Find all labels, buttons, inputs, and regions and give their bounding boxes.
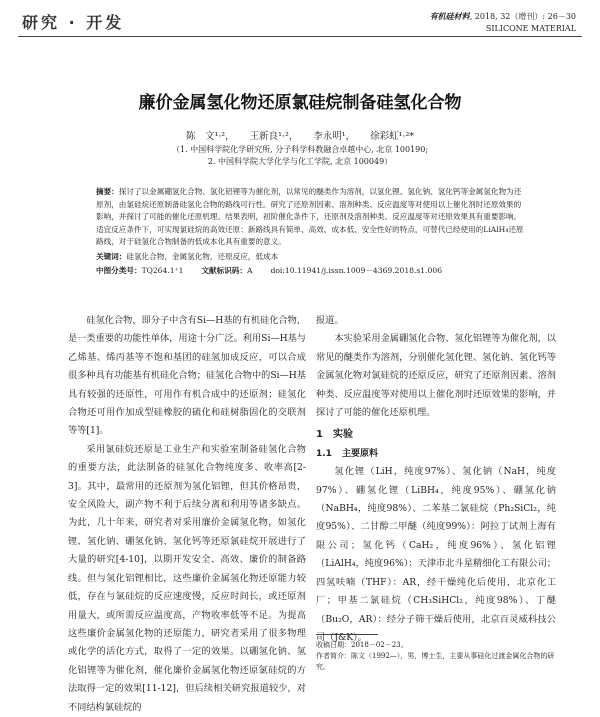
header-rule xyxy=(18,36,582,37)
clc-label: 中图分类号： xyxy=(96,266,142,275)
author: 徐彩虹¹·²* xyxy=(370,131,415,142)
footnote-rule xyxy=(316,634,378,635)
journal-meta: , 2018, 32（增刊）: 26－30 xyxy=(469,12,576,21)
doc-code-label: 文献标识码： xyxy=(201,266,247,275)
clc-code: TQ264.1⁺1 xyxy=(141,266,184,275)
author-bio: 作者简介：陈文（1992—），男，博士生，主要从事硅化过渡金属化合物的研究。 xyxy=(316,652,555,671)
affiliation-line: （1. 中国科学院化学研究所, 分子科学科教融合卓越中心, 北京 100190; xyxy=(171,145,429,154)
section-number: 1 xyxy=(316,429,323,441)
journal-english-name: SILICONE MATERIAL xyxy=(485,24,576,33)
author: 李永明¹， xyxy=(313,131,356,142)
affiliations xyxy=(0,144,600,168)
footnote xyxy=(316,640,556,673)
doc-code: A xyxy=(247,266,253,275)
author: 王新良¹·²， xyxy=(249,131,299,142)
section-heading xyxy=(316,426,556,444)
author-list xyxy=(0,128,600,142)
classification-line xyxy=(96,265,526,278)
body-paragraph-continued: 报道。 xyxy=(316,315,344,326)
abstract-block xyxy=(96,186,526,278)
keywords-text: 硅氢化合物，金属氢化物，还原反应，低成本 xyxy=(126,251,279,261)
section-title: 实验 xyxy=(332,429,353,441)
section-tag: 研究 · 开发 xyxy=(22,13,125,32)
subsection-number: 1.1 xyxy=(316,448,332,459)
body-paragraph: 硅氢化合物，即分子中含有Si—H基的有机硅化合物，是一类重要的功能性单体，用途十分广泛。利用Si—H基与乙烯基、烯丙基等不饱和基团的硅氢加成反应，可以合成很多种具有功能基有机硅化合物；硅氢化合物中的Si—H基具有较强的还原性，可用作有机合成中的还原剂；硅氢化合物还可用作加成型硅橡胶的硫化和硅树脂固化的交联剂等等[1]。 xyxy=(68,315,306,437)
received-date: 收稿日期：2018－02－23。 xyxy=(316,641,408,649)
affiliation-line: 2. 中国科学院大学化学与化工学院, 北京 100049） xyxy=(207,157,393,166)
author: 陈 文¹·²， xyxy=(185,131,235,142)
doi: doi:10.11941/j.issn.1009－4369.2018.s1.006 xyxy=(270,266,443,275)
subsection-heading xyxy=(316,445,556,463)
subsection-title: 主要原料 xyxy=(341,448,378,459)
abstract xyxy=(96,186,526,249)
body-paragraph: 本实验采用金属硼氢化合物、氢化铝锂等为催化剂，以常见的醚类作为溶剂，分别催化氢化锂、氢化钠、氢化钙等金属氢化物对氯硅烷的还原反应，研究了还原剂因素、溶剂种类、反应温度等对使用以上催化剂时还原效果的影响，并探讨了可能的催化还原机理。 xyxy=(316,333,556,419)
abstract-text: 探讨了以金属硼氢化合物、氢化铝锂等为催化剂，以常见的醚类作为溶剂，以氢化锂、氢化钠、氢化钙等金属氢化物为还原剂，由氯硅烷还原制备硅氢化合物的路线可行性。研究了还原剂因素、溶剂种类、反应温度等对使用以上催化剂时还原效果的影响，并探讨了可能的催化还原机理。结果表明，初阶催化条件下，还原剂及溶剂种类、反应温度等对还原效果具有重要影响。适宜反应条件下，可实现氯硅烷的高效还原；新路线具有简单、高效、成本低、安全性好的特点，可替代已经使用的LiAlH₄还原路线，对于硅氢化合物制备的低成本化具有重要的意义。 xyxy=(96,187,524,246)
body-paragraph: 氢化锂（LiH，纯度97%）、氢化钠（NaH，纯度97%）、硼氢化锂（LiBH₄，纯度95%）、硼氢化钠（NaBH₄，纯度98%）、二苯基二氯硅烷（Ph₂SiCl₂，纯度95%）、二甘醇二甲醚（纯度99%）：阿拉丁试剂上海有限公司；氢化钙（CaH₂，纯度96%）、氢化铝锂（LiAlH₄，纯度96%）：天津市北斗星精细化工有限公司；四氢呋喃（THF）：AR，经干燥纯化后使用，北京化工厂；甲基二氯硅烷（CH₃SiHCl₂，纯度98%）、丁醚（Bu₂O，AR）：经分子筛干燥后使用，北京百灵威科技公司（J&K）。 xyxy=(316,466,556,643)
left-column xyxy=(68,312,306,717)
body-paragraph: 采用氯硅烷还原是工业生产和实验室制备硅氢化合物的重要方法，此法制备的硅氢化合物纯度多、收率高[2-3]。其中，最常用的还原剂为氢化铝锂，但其价格昂贵，安全风险大，副产物不利于后续分离和利用等诸多缺点。为此，几十年来，研究者对采用廉价金属氢化物，如氢化锂、氢化钠、硼氢化钠、氢化钙等还原氯硅烷开展进行了大量的研究[4-10]，以期开发安全、高效、廉价的制备路线。但与氢化铝锂相比，这些廉价金属氢化物还原能力较低，存在与氯硅烷的反应速度慢，反应时间长，或还原剂用量大，或所需反应温度高，产物收率低等不足。为提高这些廉价金属氢化物的还原能力，研究者采用了很多物理或化学的活化方式，取得了一定的效果。以硼氢化钠、氢化铝锂等为催化剂，催化廉价金属氢化物还原氯硅烷的方法取得一定的效果[11-12]，但后续相关研究报道较少，对不同结构氯硅烷的 xyxy=(68,443,306,713)
page-header xyxy=(0,0,600,40)
keywords xyxy=(96,251,526,264)
journal-info xyxy=(430,10,576,35)
right-column xyxy=(316,312,556,647)
abstract-label: 摘要： xyxy=(96,187,119,196)
paper-title: 廉价金属氢化物还原氯硅烷制备硅氢化合物 xyxy=(138,93,462,113)
keywords-label: 关键词： xyxy=(96,251,127,261)
journal-name: 有机硅材料 xyxy=(429,11,470,21)
